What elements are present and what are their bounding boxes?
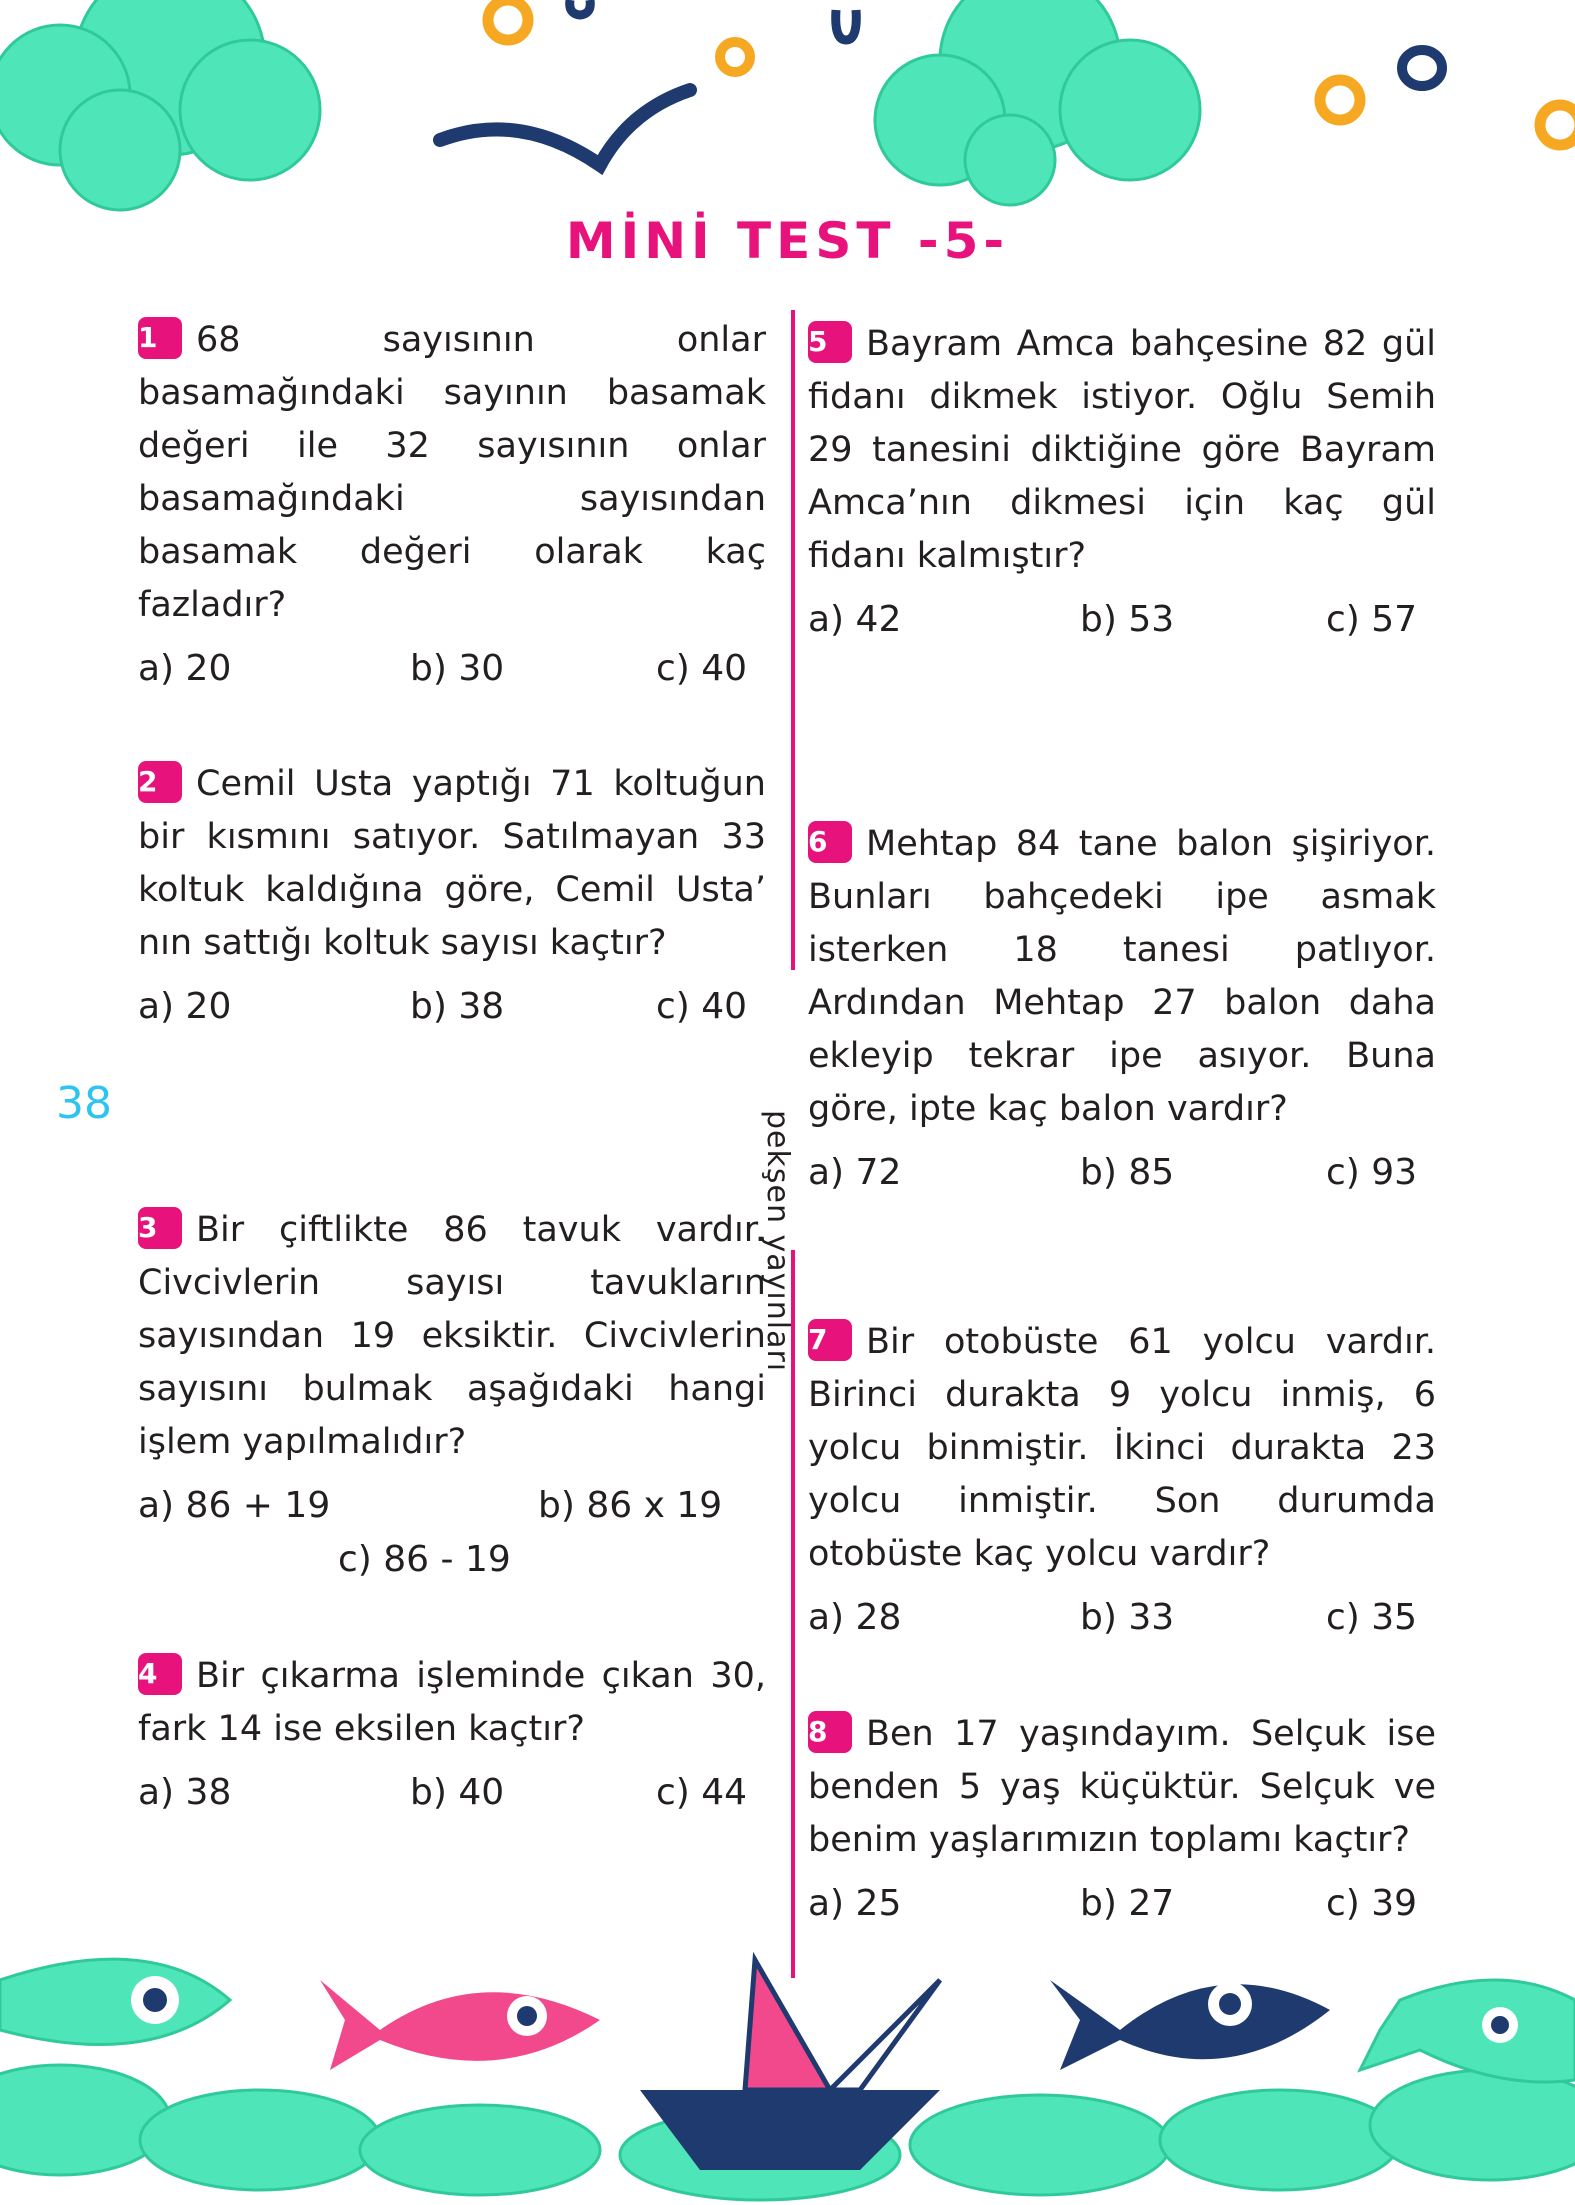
- option-b[interactable]: b) 86 x 19: [538, 1485, 723, 1526]
- answer-options: [808, 1152, 1436, 1208]
- question-text: Cemil Usta yaptığı 71 koltuğun bir kısmını satıyor. Satılmayan 33 koltuk kaldığına göre, Cemil Usta’ nın sattığı koltuk sayısı kaçtır?: [138, 764, 766, 963]
- navy-drop: [570, 0, 591, 15]
- question-number-badge: 4: [138, 1653, 182, 1695]
- option-a[interactable]: a) 86 + 19: [138, 1485, 331, 1526]
- question-number-badge: 8: [808, 1711, 852, 1753]
- option-b[interactable]: b) 33: [1080, 1597, 1175, 1638]
- question-5: [808, 318, 1436, 655]
- question-6: [808, 818, 1436, 1208]
- option-b[interactable]: b) 30: [410, 648, 505, 689]
- publisher-label: pekşen yayınları: [760, 1110, 795, 1373]
- option-a[interactable]: a) 20: [138, 648, 232, 689]
- option-c[interactable]: c) 39: [1326, 1883, 1418, 1924]
- bottom-decoration: [0, 1940, 1575, 2205]
- answer-options: [138, 986, 766, 1042]
- question-number-badge: 5: [808, 321, 852, 363]
- option-c[interactable]: c) 57: [1326, 599, 1418, 640]
- page-title: MİNİ TEST -5-: [565, 212, 1010, 270]
- answer-options: [808, 1597, 1436, 1653]
- question-number-badge: 1: [138, 317, 182, 359]
- page-number: 38: [56, 1078, 112, 1129]
- answer-options: [138, 1485, 766, 1595]
- orange-ring: [1540, 105, 1575, 145]
- paper-boat-icon: [640, 1960, 940, 2170]
- top-decoration: [0, 0, 1575, 230]
- question-text: Bir çıkarma işleminde çıkan 30, fark 14 ise eksilen kaçtır?: [138, 1656, 766, 1749]
- option-b[interactable]: b) 85: [1080, 1152, 1175, 1193]
- question-1: [138, 314, 766, 704]
- option-b[interactable]: b) 40: [410, 1772, 505, 1813]
- option-c[interactable]: c) 35: [1326, 1597, 1418, 1638]
- answer-options: [808, 599, 1436, 655]
- question-text: 68 sayısının onlar basamağındaki sayının basamak değeri ile 32 sayısının onlar basamağındaki sayısından basamak değeri olarak kaç fazladır?: [138, 320, 766, 625]
- question-text: Bayram Amca bahçesine 82 gül fidanı dikmek istiyor. Oğlu Semih 29 tanesini diktiğine göre Bayram Amca’nın dikmesi için kaç gül fidanı kalmıştır?: [808, 324, 1436, 576]
- question-4: [138, 1650, 766, 1828]
- mint-flower-left: [0, 0, 320, 210]
- question-number-badge: 6: [808, 821, 852, 863]
- question-number-badge: 2: [138, 761, 182, 803]
- orange-ring: [720, 42, 750, 72]
- option-c[interactable]: c) 44: [656, 1772, 748, 1813]
- navy-ring: [1402, 50, 1442, 86]
- option-a[interactable]: a) 72: [808, 1152, 902, 1193]
- answer-options: [138, 648, 766, 704]
- orange-ring: [1320, 80, 1360, 120]
- question-number-badge: 7: [808, 1319, 852, 1361]
- option-b[interactable]: b) 53: [1080, 599, 1175, 640]
- question-number-badge: 3: [138, 1207, 182, 1249]
- question-text: Ben 17 yaşındayım. Selçuk ise benden 5 yaş küçüktür. Selçuk ve benim yaşlarımızın toplamı kaçtır?: [808, 1714, 1436, 1860]
- column-divider: [791, 310, 795, 970]
- option-a[interactable]: a) 20: [138, 986, 232, 1027]
- option-a[interactable]: a) 42: [808, 599, 902, 640]
- question-7: [808, 1316, 1436, 1653]
- option-a[interactable]: a) 38: [138, 1772, 232, 1813]
- question-text: Mehtap 84 tane balon şişiriyor. Bunları bahçedeki ipe asmak isterken 18 tanesi patlıyor. Ardından Mehtap 27 balon daha ekleyip tekrar ipe asıyor. Buna göre, ipte kaç balon vardır?: [808, 824, 1436, 1129]
- navy-fish-icon: [1050, 1980, 1330, 2070]
- option-c[interactable]: c) 93: [1326, 1152, 1418, 1193]
- bird-icon: [440, 90, 690, 165]
- answer-options: [808, 1883, 1436, 1939]
- pink-fish-icon: [320, 1980, 600, 2070]
- option-b[interactable]: b) 38: [410, 986, 505, 1027]
- option-a[interactable]: a) 25: [808, 1883, 902, 1924]
- answer-options: [138, 1772, 766, 1828]
- orange-ring: [488, 0, 528, 40]
- option-c[interactable]: c) 86 - 19: [338, 1539, 511, 1580]
- navy-drop: [836, 10, 857, 40]
- mint-flower-right: [875, 0, 1200, 205]
- option-c[interactable]: c) 40: [656, 648, 748, 689]
- question-8: [808, 1708, 1436, 1939]
- question-text: Bir otobüste 61 yolcu vardır. Birinci durakta 9 yolcu inmiş, 6 yolcu binmiştir. İkinci durakta 23 yolcu inmiştir. Son durumda otobüste kaç yolcu vardır?: [808, 1322, 1436, 1574]
- option-a[interactable]: a) 28: [808, 1597, 902, 1638]
- option-b[interactable]: b) 27: [1080, 1883, 1175, 1924]
- mint-fish-icon: [0, 1959, 230, 2044]
- option-c[interactable]: c) 40: [656, 986, 748, 1027]
- mint-fish-icon: [1360, 1980, 1575, 2082]
- question-2: [138, 758, 766, 1042]
- question-3: [138, 1204, 766, 1595]
- question-text: Bir çiftlikte 86 tavuk vardır. Civcivlerin sayısı tavukların sayısından 19 eksiktir. Civcivlerin sayısını bulmak aşağıdaki hangi işlem yapılmalıdır?: [138, 1210, 766, 1462]
